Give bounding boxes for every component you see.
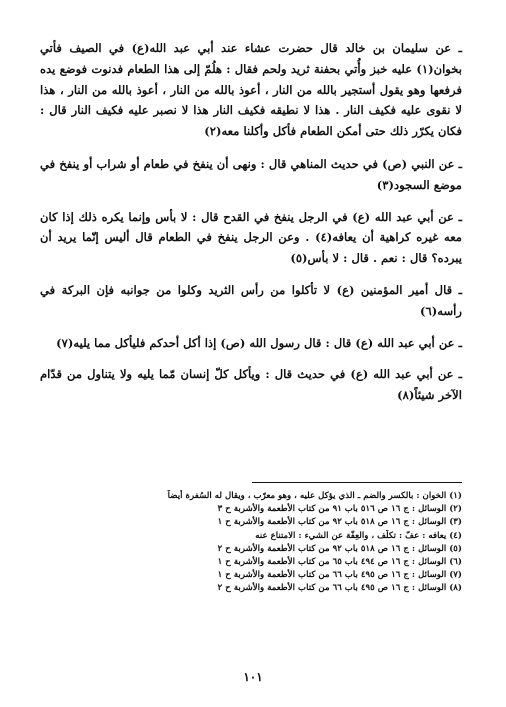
- footnote-2: (٢) الوسائل : ج ١٦ ص ٥١٦ باب ٩١ من كتاب الأطعمة والأشربة ح ٣: [217, 504, 462, 515]
- footnote-7: (٧) الوسائل : ج ١٦ ص ٤٩٥ باب ٦٦ من كتاب الأطعمة والأشربة ح ١: [217, 570, 462, 581]
- hadith-paragraph-2: ـ عن النبي (ص) في حديث المناهي قال : ونهى أن ينفخ في طعام أو شراب أو ينفخ في موضع السجود(٣): [40, 156, 462, 192]
- hadith-paragraph-4: ـ قال أمير المؤمنين (ع) لا تأكلوا من رأس الثريد وكلوا من جوانبه فإن البركة في رأسه(٦): [40, 282, 462, 318]
- page-number: ١٠١: [243, 670, 263, 684]
- footnote-4: (٤) يعافه : عفّ : تكلّف ، والعِفّة عن الشيء : الامتناع عنه: [255, 530, 462, 541]
- footnote-3: (٣) الوسائل : ج ١٦ ص ٥١٨ باب ٩٢ من كتاب الأطعمة والأشربة ح ١: [217, 517, 462, 528]
- footnote-6: (٦) الوسائل : ج ١٦ ص ٤٩٤ باب ٦٥ من كتاب الأطعمة والأشربة ح ١: [217, 557, 462, 568]
- footnotes: [40, 490, 462, 596]
- footnote-divider: [252, 482, 462, 483]
- footnote-5: (٥) الوسائل : ج ١٦ ص ٥١٨ باب ٩٢ من كتاب الأطعمة والأشربة ح ٢: [217, 543, 462, 554]
- hadith-paragraph-1: ـ عن سليمان بن خالد قال حضرت عشاء عند أبي عبد الله(ع) في الصيف فأتي بخوان(١) عليه خبز وأُتي بحفنة ثريد ولحم فقال : هلُمّ إلى هذا الطعام فدنوت فوضع يده فرفعها وهو يقول أستجير بالله من النار ، أعوذ بالله من النار ، أعوذ بالله من النار ، هذا لا نقوى عليه فكيف النار . هذا لا نطيقه فكيف النار هذا لا نصبر عليه فكيف النار قال : فكان يكرّر ذلك حتى أمكن الطعام فأكل وأكلنا معه(٢): [40, 41, 462, 139]
- hadith-paragraph-3: ـ عن أبي عبد الله (ع) في الرجل ينفخ في القدح قال : لا بأس وإنما يكره ذلك إذا كان معه غيره كراهية أن يعافه(٤) . وعن الرجل ينفخ في الطعام قال أليس إنّما يريد أن يبرده؟ قال : نعم . قال : لا بأس(٥): [40, 209, 463, 266]
- footnote-1: (١) الخوان : بالكسر والضم ـ الذي يؤكل عليه ، وهو معرّب ، ويقال له السُفرة أيضاً: [167, 491, 462, 501]
- hadith-paragraph-5: ـ عن أبي عبد الله (ع) قال : قال رسول الله (ص) إذا أكل أحدكم فليأكل مما يليه(٧): [56, 335, 462, 350]
- hadith-paragraph-6: ـ عن أبي عبد الله (ع) في حديث قال : ويأكل كلّ إنسان مّما يليه ولا يتناول من قدّام الآخر شيئاً(٨): [40, 367, 462, 403]
- footnote-8: (٨) الوسائل : ج ١٦ ص ٤٩٥ باب ٦٦ من كتاب الأطعمة والأشربة ح ٢: [217, 583, 462, 594]
